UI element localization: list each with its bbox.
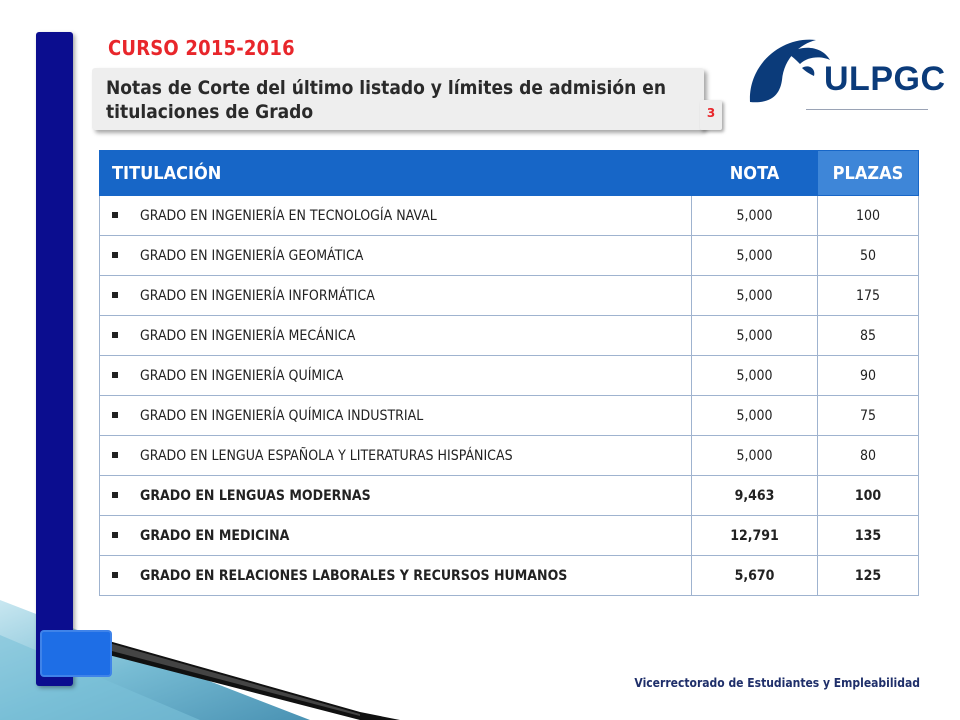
- degree-name: [100, 196, 692, 236]
- cutoff-grade: 5,000: [692, 396, 818, 436]
- degree-label: GRADO EN LENGUA ESPAÑOLA Y LITERATURAS HISPÁNICAS: [140, 447, 513, 464]
- footer-text: Vicerrectorado de Estudiantes y Empleabilidad: [634, 676, 920, 690]
- degree-name: [100, 436, 692, 476]
- header-nota: NOTA: [692, 151, 818, 196]
- logo-underline: [806, 109, 928, 110]
- table-row: [100, 476, 919, 516]
- bullet-icon: [112, 372, 118, 378]
- table-row: [100, 196, 919, 236]
- cutoff-grade: 5,000: [692, 196, 818, 236]
- places: 100: [818, 196, 919, 236]
- table-row: [100, 516, 919, 556]
- bullet-icon: [112, 292, 118, 298]
- table-row: [100, 236, 919, 276]
- bullet-icon: [112, 252, 118, 258]
- places: 75: [818, 396, 919, 436]
- cutoff-grade: 12,791: [692, 516, 818, 556]
- degree-name: [100, 396, 692, 436]
- degree-label: GRADO EN INGENIERÍA GEOMÁTICA: [140, 247, 364, 264]
- cutoff-grade: 5,000: [692, 236, 818, 276]
- bullet-icon: [112, 532, 118, 538]
- degree-name: [100, 476, 692, 516]
- bullet-icon: [112, 212, 118, 218]
- page-title: Notas de Corte del último listado y límites de admisión en titulaciones de Grado: [106, 77, 667, 123]
- cutoff-grade: 5,000: [692, 276, 818, 316]
- places: 100: [818, 476, 919, 516]
- degree-label: GRADO EN INGENIERÍA MECÁNICA: [140, 327, 356, 344]
- places: 125: [818, 556, 919, 596]
- degree-label: GRADO EN INGENIERÍA INFORMÁTICA: [140, 287, 375, 304]
- degree-name: [100, 516, 692, 556]
- degree-name: [100, 356, 692, 396]
- table-row: [100, 356, 919, 396]
- bullet-icon: [112, 572, 118, 578]
- places: 135: [818, 516, 919, 556]
- degree-name: [100, 556, 692, 596]
- course-title: CURSO 2015-2016: [108, 36, 295, 60]
- bullet-icon: [112, 412, 118, 418]
- table-row: [100, 316, 919, 356]
- bullet-icon: [112, 492, 118, 498]
- subtitle-box: [92, 68, 704, 130]
- cutoff-grade: 9,463: [692, 476, 818, 516]
- places: 85: [818, 316, 919, 356]
- degree-name: [100, 236, 692, 276]
- degree-label: GRADO EN INGENIERÍA QUÍMICA: [140, 367, 344, 384]
- table-row: [100, 556, 919, 596]
- degree-label: GRADO EN MEDICINA: [140, 527, 290, 544]
- logo-text: ULPGC: [824, 60, 946, 98]
- admission-table: [99, 150, 919, 596]
- table-header-row: [100, 151, 919, 196]
- places: 90: [818, 356, 919, 396]
- sidebar-bar: [36, 32, 73, 686]
- places: 80: [818, 436, 919, 476]
- places: 175: [818, 276, 919, 316]
- degree-label: GRADO EN INGENIERÍA EN TECNOLOGÍA NAVAL: [140, 207, 437, 224]
- cutoff-grade: 5,670: [692, 556, 818, 596]
- bullet-icon: [112, 332, 118, 338]
- table-row: [100, 396, 919, 436]
- cutoff-grade: 5,000: [692, 356, 818, 396]
- bullet-icon: [112, 452, 118, 458]
- degree-name: [100, 316, 692, 356]
- degree-label: GRADO EN INGENIERÍA QUÍMICA INDUSTRIAL: [140, 407, 424, 424]
- table-row: [100, 276, 919, 316]
- page-number: 3: [700, 100, 722, 130]
- degree-label: GRADO EN RELACIONES LABORALES Y RECURSOS HUMANOS: [140, 567, 568, 584]
- sidebar-square: [40, 630, 112, 677]
- places: 50: [818, 236, 919, 276]
- table-row: [100, 436, 919, 476]
- cutoff-grade: 5,000: [692, 316, 818, 356]
- header-plazas: PLAZAS: [818, 151, 919, 196]
- header-titulacion: TITULACIÓN: [100, 151, 692, 196]
- degree-label: GRADO EN LENGUAS MODERNAS: [140, 487, 371, 504]
- cutoff-grade: 5,000: [692, 436, 818, 476]
- degree-name: [100, 276, 692, 316]
